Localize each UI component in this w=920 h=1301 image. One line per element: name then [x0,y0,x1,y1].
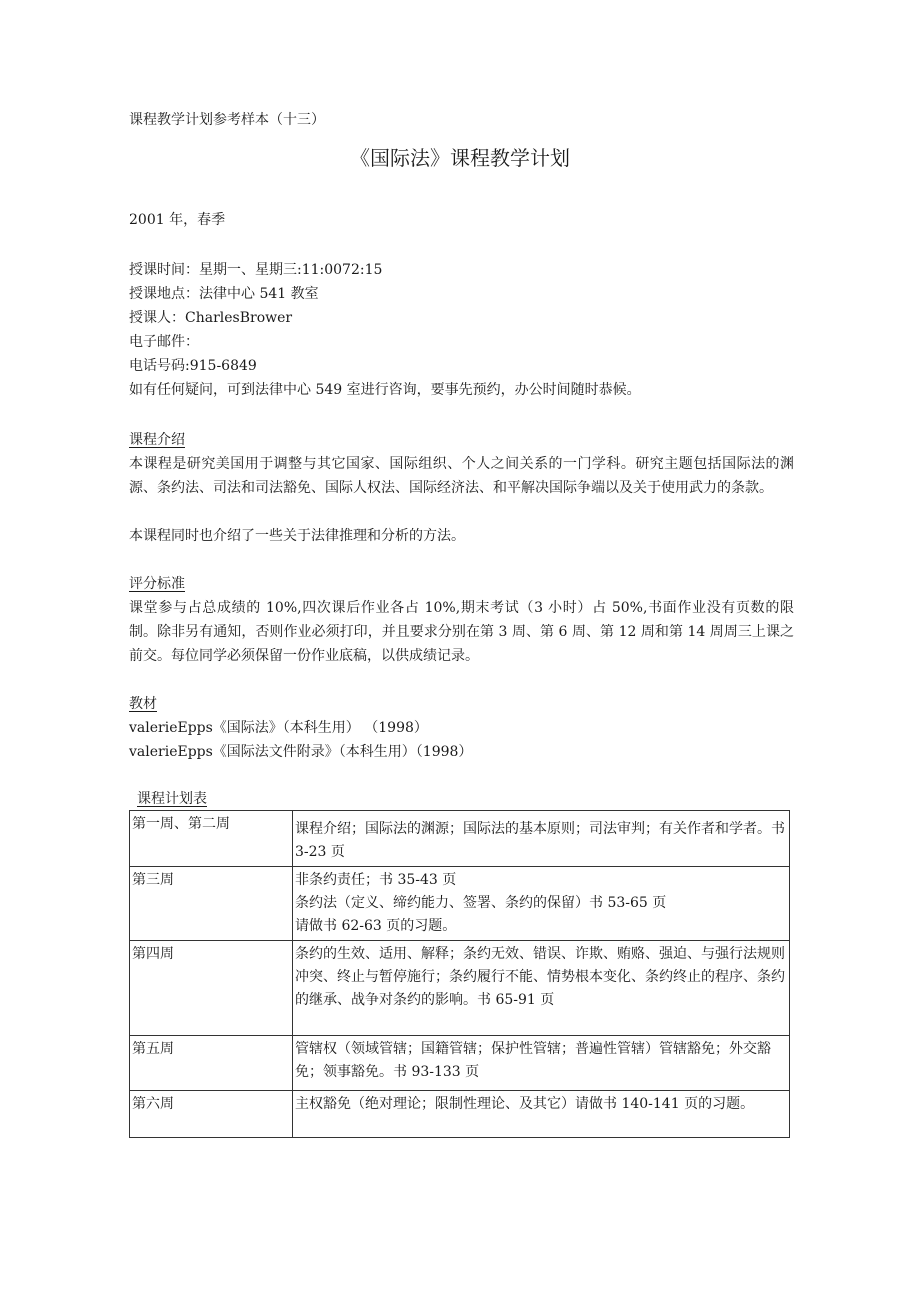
instructor-line: 授课人：CharlesBrower [129,310,293,326]
intro-paragraph: 本课程是研究美国用于调整与其它国家、国际组织、个人之间关系的一门学科。研究主题包括国际法的渊源、条约法、司法和司法豁免、国际人权法、国际经济法、和平解决国际争端以及关于使用武力的条款。 [129,456,794,496]
class-time-line: 授课时间：星期一、星期三:11:0072:15 [129,262,383,278]
textbooks-heading: 教材 [129,696,157,712]
content-cell [293,941,790,1036]
table-row [130,941,790,1036]
grading-heading: 评分标准 [129,576,185,592]
content-line: 课程介绍；国际法的渊源；国际法的基本原则；司法审判；有关作者和学者。书 3-23 页 [295,821,785,860]
schedule-table [129,810,790,1138]
schedule-caption: 课程计划表 [137,791,207,807]
content-line: 条约的生效、适用、解释；条约无效、错误、诈欺、贿赂、强迫、与强行法规则冲突、终止与暂停施行；条约履行不能、情势根本变化、条约终止的程序、条约的继承、战争对条约的影响。书 65-91 页 [295,946,785,1008]
textbook-item: valerieEpps《国际法》（本科生用） （1998） [129,720,428,736]
content-line: 管辖权（领域管辖；国籍管辖；保护性管辖；普遍性管辖）管辖豁免；外交豁免；领事豁免。书 93-133 页 [295,1041,771,1080]
class-location-line: 授课地点：法律中心 541 教室 [129,286,319,302]
content-line: 条约法（定义、缔约能力、签署、条约的保留）书 53-65 页 [295,895,667,911]
week-cell: 第一周、第二周 [130,811,293,867]
intro-paragraph-2: 本课程同时也介绍了一些关于法律推理和分析的方法。 [129,528,465,544]
semester-line: 2001 年，春季 [129,212,226,228]
week-cell: 第四周 [130,941,293,1036]
week-cell: 第六周 [130,1091,293,1138]
office-hours-line: 如有任何疑问，可到法律中心 549 室进行咨询，要事先预约，办公时间随时恭候。 [129,382,641,398]
grading-paragraph: 课堂参与占总成绩的 10%,四次课后作业各占 10%,期末考试（3 小时）占 50%,书面作业没有页数的限制。除非另有通知，否则作业必须打印，并且要求分别在第 3 周、第 6 周、第 12 周和第 14 周周三上课之前交。每位同学必须保留一份作业底稿，以供成绩记录。 [129,600,794,664]
table-row [130,1036,790,1091]
content-line: 请做书 62-63 页的习题。 [295,918,457,934]
week-cell: 第三周 [130,867,293,941]
content-cell [293,811,790,867]
table-row [130,1091,790,1138]
content-cell [293,1036,790,1091]
week-cell: 第五周 [130,1036,293,1091]
intro-heading: 课程介绍 [129,432,185,448]
email-line: 电子邮件： [129,334,199,350]
table-row [130,867,790,941]
content-cell [293,1091,790,1138]
content-cell [293,867,790,941]
phone-line: 电话号码:915-6849 [129,358,257,374]
textbook-item: valerieEpps《国际法文件附录》（本科生用）（1998） [129,744,473,760]
sample-label: 课程教学计划参考样本（十三） [129,112,325,128]
table-row [130,811,790,867]
content-line: 非条约责任；书 35-43 页 [295,872,457,888]
content-line: 主权豁免（绝对理论；限制性理论、及其它）请做书 140-141 页的习题。 [295,1096,755,1112]
document-title: 《国际法》课程教学计划 [350,146,570,170]
